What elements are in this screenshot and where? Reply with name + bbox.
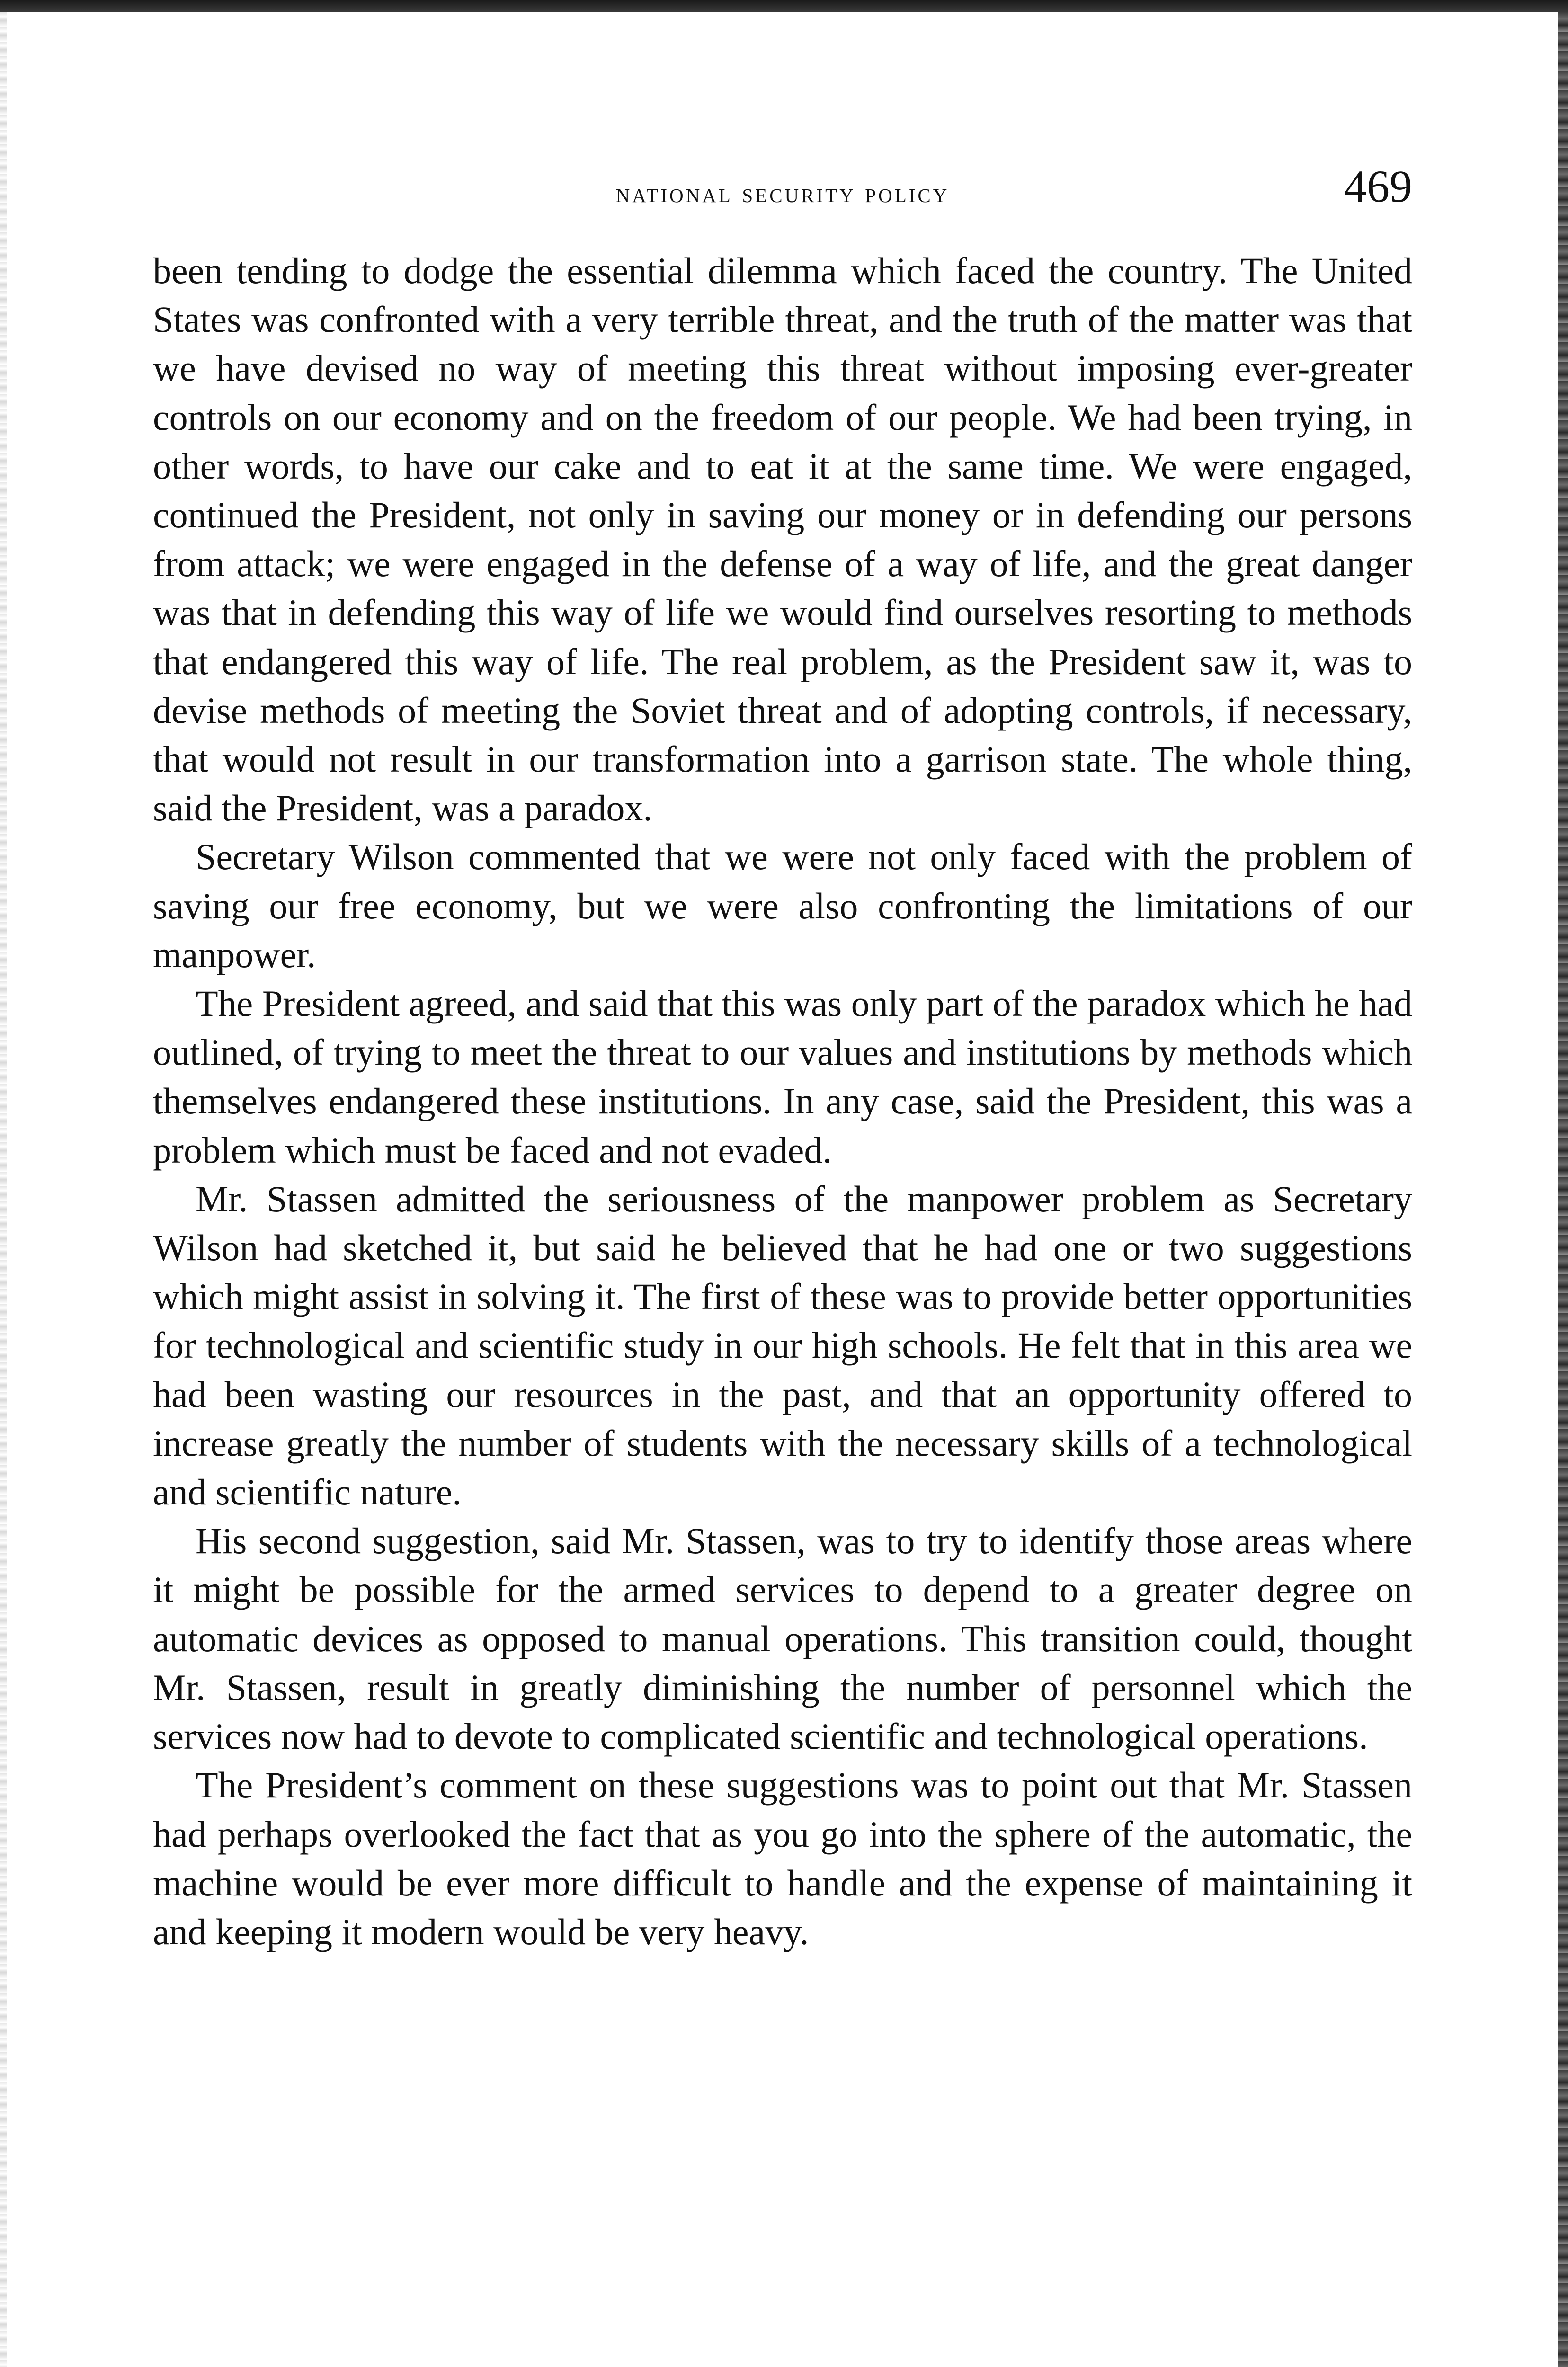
document-page	[153, 0, 1412, 2367]
page-number: 469	[1344, 161, 1412, 212]
scan-right-edge	[1558, 12, 1568, 2367]
paragraph-president-agreed: The President agreed, and said that this was only part of the paradox which he had outlined, of trying to meet the threat to our values and institutions by methods which themselves endangered these institutions. In any case, said the President, this was a problem which must be faced and not evaded.	[153, 983, 1412, 1171]
paragraph-continued: been tending to dodge the essential dilemma which faced the country. The United States was confronted with a very terrible threat, and the truth of the matter was that we have devised no way of meeting this threat without imposing ever-greater controls on our economy and on the freedom of our people. We had been trying, in other words, to have our cake and to eat it at the same time. We were engaged, continued the President, not only in saving our money or in defending our persons from attack; we were engaged in the defense of a way of life, and the great danger was that in defending this way of life we would find ourselves resorting to methods that endangered this way of life. The real problem, as the President saw it, was to devise methods of meeting the Soviet threat and of adopting controls, if necessary, that would not result in our transformation into a garrison state. The whole thing, said the President, was a paradox.	[153, 250, 1412, 829]
running-header	[153, 151, 1412, 217]
paragraph-wilson-comment: Secretary Wilson commented that we were not only faced with the problem of saving our free economy, but we were also confronting the limitations of our manpower.	[153, 836, 1412, 975]
body-text	[153, 246, 1412, 1956]
paragraph-president-comment: The President’s comment on these suggestions was to point out that Mr. Stassen had perhaps overlooked the fact that as you go into the sphere of the automatic, the machine would be ever more difficult to handle and the expense of maintaining it and keeping it modern would be very heavy.	[153, 1764, 1412, 1952]
scan-left-edge	[0, 12, 7, 2367]
paragraph-stassen-suggestions: Mr. Stassen admitted the seriousness of the manpower problem as Secretary Wilson had sketched it, but said he believed that he had one or two suggestions which might assist in solving it. The first of these was to provide better opportunities for technological and scientific study in our high schools. He felt that in this area we had been wasting our resources in the past, and that an opportunity offered to increase greatly the number of students with the necessary skills of a technological and scientific nature.	[153, 1178, 1412, 1513]
running-title: national security policy	[615, 178, 950, 208]
paragraph-stassen-second-suggestion: His second suggestion, said Mr. Stassen, was to try to identify those areas where it might be possible for the armed services to depend to a greater degree on automatic devices as opposed to manual operations. This transition could, thought Mr. Stassen, result in greatly diminishing the number of personnel which the services now had to devote to complicated scientific and technological operations.	[153, 1520, 1412, 1757]
